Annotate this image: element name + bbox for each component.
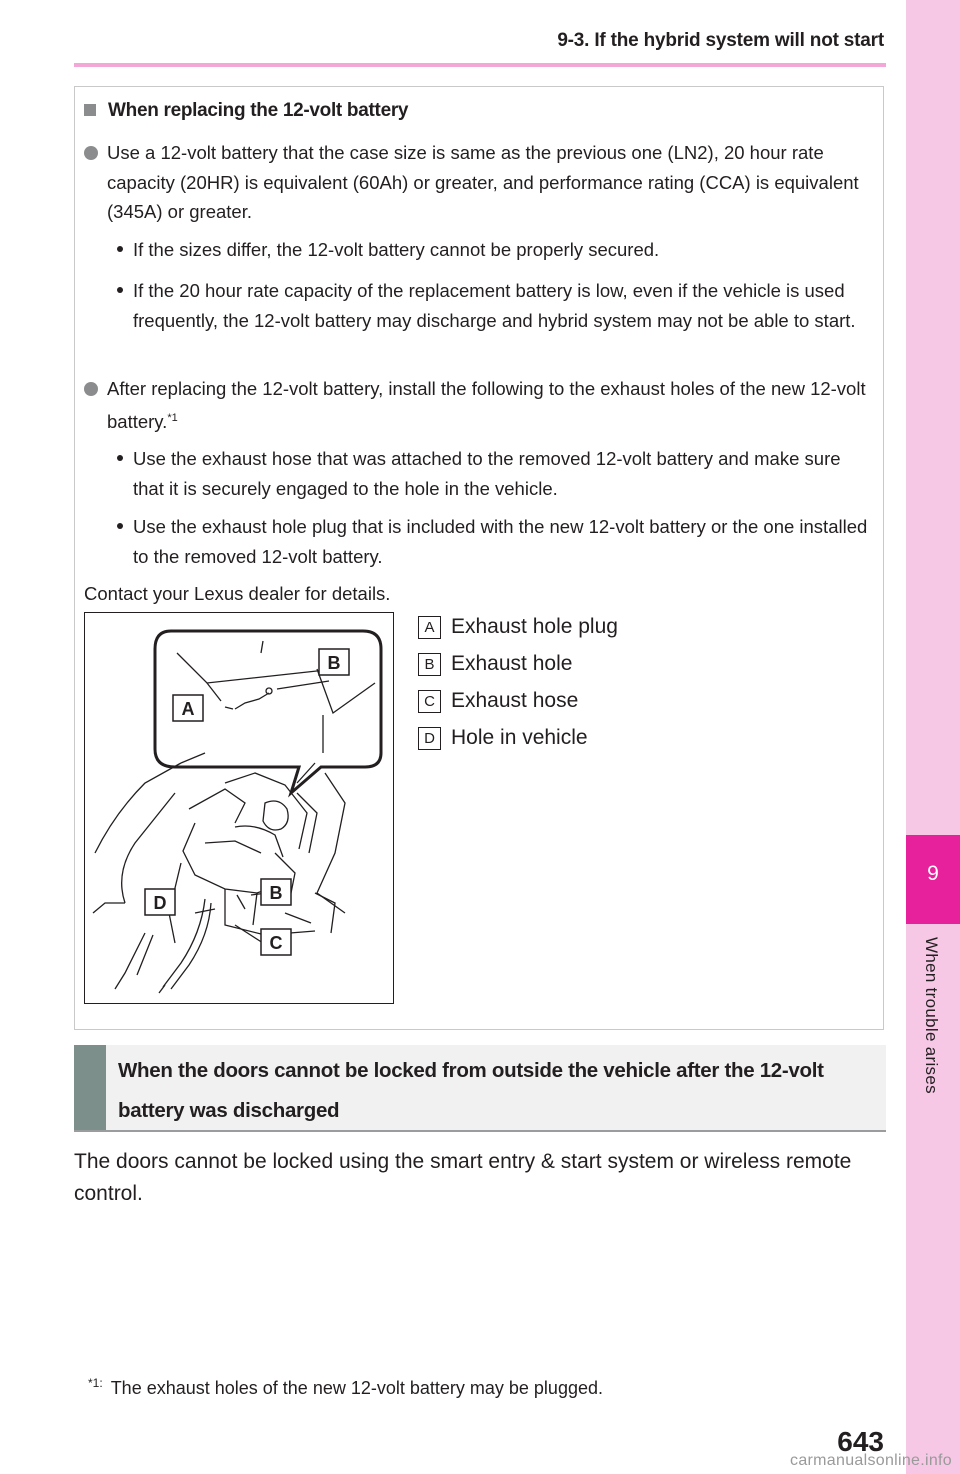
legend-item: C Exhaust hose [418, 689, 578, 717]
callout-b-bottom [261, 879, 291, 905]
chapter-label: When trouble arises [922, 937, 941, 1094]
callout-c [261, 929, 291, 955]
section-body-text: The doors cannot be locked using the smart entry & start system or wireless remote control. [74, 1150, 852, 1205]
contact-dealer-text: Contact your Lexus dealer for details. [84, 583, 391, 604]
sub-bullet-exhaust-hose: Use the exhaust hose that was attached to the removed 12-volt battery and make sure that it is securely engaged to the hole in the vehicle. [133, 448, 841, 499]
sub-bullet-icon [117, 246, 123, 252]
header-rule [74, 63, 886, 67]
section-heading-bar [74, 1045, 886, 1132]
sub-bullet-icon [117, 523, 123, 529]
chapter-number: 9 [927, 862, 939, 885]
legend-item: D Hole in vehicle [418, 726, 588, 754]
footnote-reference: *1 [167, 411, 178, 424]
svg-text:C: C [269, 933, 283, 953]
footnote-mark: *1: [88, 1376, 103, 1390]
bullet-battery-spec: Use a 12-volt battery that the case size is same as the previous one (LN2), 20 hour rate capacity (20HR) is equivalent (60Ah) or greater, and performance rating (CCA) is equivalent (345A) or greater. [107, 142, 859, 222]
sub-bullet-hole-plug: Use the exhaust hole plug that is included with the new 12-volt battery or the one installed to the removed 12-volt battery. [133, 516, 868, 567]
page-number: 643 [837, 1426, 884, 1457]
svg-text:A: A [181, 699, 195, 719]
chapter-side-tab [906, 0, 960, 1474]
legend-letter-badge: A [418, 616, 441, 639]
section-accent [74, 1045, 106, 1130]
footnote [88, 1376, 603, 1399]
callout-d [145, 889, 175, 915]
section-title: When the doors cannot be locked from outside the vehicle after the 12-volt battery was discharged [118, 1059, 824, 1122]
replacement-heading: When replacing the 12-volt battery [84, 100, 408, 122]
sub-bullet-size-differ: If the sizes differ, the 12-volt battery cannot be properly secured. [133, 239, 660, 260]
legend-letter-badge: C [418, 690, 441, 713]
svg-text:D: D [153, 893, 167, 913]
sub-bullet-icon [117, 455, 123, 461]
square-bullet-icon [84, 104, 96, 116]
circle-bullet-icon [84, 382, 98, 396]
battery-illustration [85, 613, 393, 1003]
legend-letter-badge: B [418, 653, 441, 676]
legend-item: B Exhaust hole [418, 652, 572, 680]
svg-text:B: B [269, 883, 283, 903]
callout-b-top [319, 649, 349, 675]
battery-exhaust-figure [84, 612, 394, 1004]
footnote-text: The exhaust holes of the new 12-volt battery may be plugged. [110, 1378, 603, 1398]
sub-bullet-icon [117, 287, 123, 293]
legend-letter-badge: D [418, 727, 441, 750]
sub-bullet-capacity-low: If the 20 hour rate capacity of the replacement battery is low, even if the vehicle is used frequently, the 12-volt battery may discharge and hybrid system may not be able to start. [133, 280, 856, 331]
bullet-after-replacing: After replacing the 12-volt battery, install the following to the exhaust holes of the new 12-volt battery.$^{*1}$ [107, 378, 866, 432]
svg-text:B: B [327, 653, 341, 673]
legend-item: A Exhaust hole plug [418, 615, 618, 643]
watermark-text: carmanualsonline.info [790, 1452, 952, 1469]
circle-bullet-icon [84, 146, 98, 160]
section-header-title: 9-3. If the hybrid system will not start [557, 30, 884, 51]
callout-a [173, 695, 203, 721]
